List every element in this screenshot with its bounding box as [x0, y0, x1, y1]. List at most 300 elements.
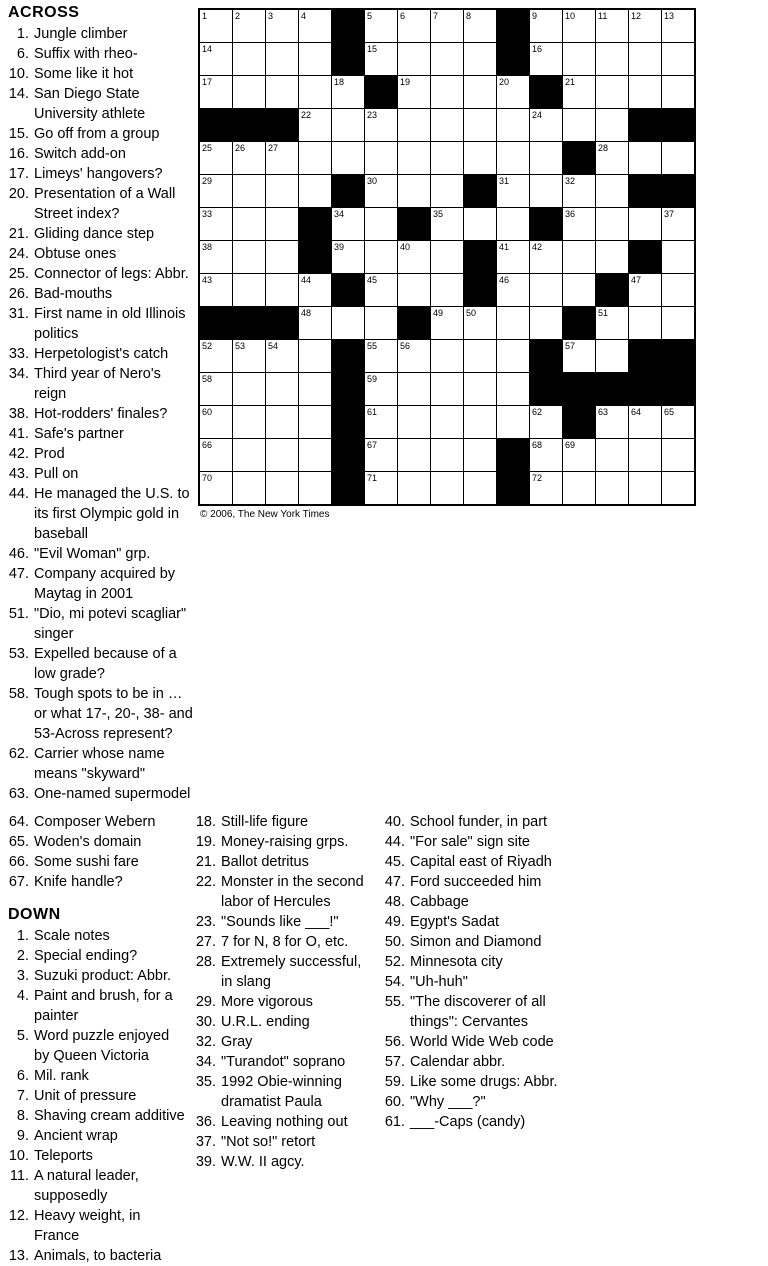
grid-cell[interactable]: [530, 307, 563, 340]
grid-cell[interactable]: [365, 9, 398, 43]
grid-cell[interactable]: [398, 340, 431, 373]
grid-cell[interactable]: [530, 274, 563, 307]
grid-cell[interactable]: [662, 241, 696, 274]
grid-cell[interactable]: [266, 175, 299, 208]
grid-cell[interactable]: [464, 208, 497, 241]
grid-cell[interactable]: [365, 175, 398, 208]
clue-item[interactable]: [8, 926, 187, 946]
clue-item[interactable]: [195, 1132, 376, 1152]
grid-cell[interactable]: [596, 142, 629, 175]
clue-item[interactable]: [8, 184, 196, 224]
clue-item[interactable]: [8, 872, 187, 892]
clue-text: Word puzzle enjoyed by Queen Victoria: [34, 1028, 170, 1064]
clue-text: Ancient wrap: [34, 1128, 118, 1144]
grid-cell[interactable]: [365, 439, 398, 472]
grid-cell[interactable]: [464, 43, 497, 76]
clue-item[interactable]: [8, 44, 196, 64]
clue-text: "Sounds like ___!": [221, 914, 339, 930]
grid-cell[interactable]: [299, 307, 332, 340]
grid-cell[interactable]: [199, 208, 233, 241]
clue-item[interactable]: [8, 164, 196, 184]
grid-cell[interactable]: [233, 142, 266, 175]
grid-cell[interactable]: [596, 208, 629, 241]
clue-item[interactable]: [8, 144, 196, 164]
grid-cell[interactable]: [266, 439, 299, 472]
grid-cell[interactable]: [497, 208, 530, 241]
grid-cell[interactable]: [299, 472, 332, 506]
clue-item[interactable]: [384, 1052, 565, 1072]
grid-cell[interactable]: [497, 142, 530, 175]
grid-cell[interactable]: [596, 76, 629, 109]
grid-cell[interactable]: [563, 9, 596, 43]
grid-cell[interactable]: [530, 9, 563, 43]
grid-block-cell: [464, 175, 497, 208]
clue-item[interactable]: [384, 892, 565, 912]
grid-cell[interactable]: [530, 472, 563, 506]
grid-cell[interactable]: [596, 406, 629, 439]
grid-cell[interactable]: [199, 340, 233, 373]
grid-cell[interactable]: [662, 439, 696, 472]
grid-cell[interactable]: [464, 109, 497, 142]
grid-block-cell: [662, 373, 696, 406]
grid-cell[interactable]: [398, 373, 431, 406]
clue-item[interactable]: [8, 966, 187, 986]
grid-cell[interactable]: [629, 43, 662, 76]
grid-cell[interactable]: [530, 241, 563, 274]
clue-item[interactable]: [8, 364, 196, 404]
across-heading: ACROSS: [8, 4, 80, 21]
grid-cell[interactable]: [398, 241, 431, 274]
grid-cell[interactable]: [233, 175, 266, 208]
grid-cell[interactable]: [497, 175, 530, 208]
grid-cell[interactable]: [563, 43, 596, 76]
grid-cell[interactable]: [266, 142, 299, 175]
grid-cell[interactable]: [563, 76, 596, 109]
grid-cell[interactable]: [299, 340, 332, 373]
clue-item[interactable]: [384, 932, 565, 952]
clue-text: Jungle climber: [34, 26, 128, 42]
clue-column-3: [384, 812, 573, 1266]
grid-cell[interactable]: [464, 472, 497, 506]
grid-cell[interactable]: [266, 340, 299, 373]
grid-cell[interactable]: [563, 241, 596, 274]
grid-cell[interactable]: [629, 274, 662, 307]
grid-cell[interactable]: [596, 439, 629, 472]
grid-cell[interactable]: [431, 109, 464, 142]
grid-cell[interactable]: [530, 43, 563, 76]
clue-item[interactable]: [195, 872, 376, 912]
clue-item[interactable]: [8, 244, 196, 264]
clue-item[interactable]: [8, 404, 196, 424]
clue-item[interactable]: [8, 852, 187, 872]
clue-item[interactable]: [8, 64, 196, 84]
grid-cell[interactable]: [431, 373, 464, 406]
clue-item[interactable]: [384, 1092, 565, 1112]
grid-cell[interactable]: [266, 241, 299, 274]
clue-item[interactable]: [384, 872, 565, 892]
grid-cell[interactable]: [464, 9, 497, 43]
grid-block-cell: [563, 307, 596, 340]
grid-cell[interactable]: [299, 439, 332, 472]
clue-item[interactable]: [195, 1112, 376, 1132]
grid-cell[interactable]: [266, 373, 299, 406]
grid-cell[interactable]: [629, 208, 662, 241]
grid-cell[interactable]: [563, 274, 596, 307]
grid-cell[interactable]: [266, 9, 299, 43]
grid-cell-number: 58: [202, 374, 213, 384]
grid-cell[interactable]: [530, 142, 563, 175]
grid-cell[interactable]: [398, 439, 431, 472]
grid-cell[interactable]: [563, 175, 596, 208]
grid-cell[interactable]: [497, 109, 530, 142]
clue-text: Ballot detritus: [221, 854, 309, 870]
grid-cell[interactable]: [464, 340, 497, 373]
grid-cell[interactable]: [464, 406, 497, 439]
grid-block-cell: [464, 274, 497, 307]
clue-number: 11.: [9, 1168, 29, 1184]
grid-block-cell: [332, 439, 365, 472]
clue-item[interactable]: [8, 1246, 187, 1266]
grid-cell[interactable]: [662, 9, 696, 43]
clue-item[interactable]: [8, 224, 196, 244]
grid-cell[interactable]: [199, 241, 233, 274]
clue-number: 60.: [384, 1094, 406, 1110]
clue-item[interactable]: [195, 1152, 376, 1172]
grid-cell[interactable]: [365, 340, 398, 373]
clue-item[interactable]: [195, 912, 376, 932]
grid-cell[interactable]: [233, 472, 266, 506]
grid-cell[interactable]: [199, 142, 233, 175]
grid-cell[interactable]: [266, 43, 299, 76]
clue-item[interactable]: [8, 1066, 187, 1086]
grid-cell[interactable]: [398, 406, 431, 439]
grid-cell[interactable]: [299, 109, 332, 142]
grid-cell[interactable]: [662, 406, 696, 439]
grid-cell[interactable]: [563, 472, 596, 506]
grid-cell[interactable]: [431, 208, 464, 241]
grid-cell[interactable]: [332, 109, 365, 142]
grid-cell[interactable]: [662, 142, 696, 175]
grid-cell[interactable]: [629, 142, 662, 175]
grid-cell[interactable]: [299, 76, 332, 109]
grid-cell[interactable]: [497, 241, 530, 274]
grid-cell[interactable]: [233, 340, 266, 373]
grid-cell[interactable]: [299, 9, 332, 43]
grid-cell[interactable]: [497, 307, 530, 340]
grid-cell[interactable]: [497, 406, 530, 439]
grid-cell[interactable]: [365, 307, 398, 340]
grid-cell[interactable]: [497, 274, 530, 307]
grid-cell-number: 1: [202, 11, 208, 21]
grid-cell[interactable]: [563, 109, 596, 142]
grid-cell[interactable]: [596, 43, 629, 76]
grid-cell[interactable]: [431, 142, 464, 175]
clue-item[interactable]: [384, 1112, 565, 1132]
clue-column-4: [573, 812, 762, 1266]
grid-cell[interactable]: [563, 208, 596, 241]
grid-cell-number: 3: [268, 11, 274, 21]
grid-block-cell: [530, 76, 563, 109]
grid-cell[interactable]: [299, 373, 332, 406]
clue-item[interactable]: [8, 284, 196, 304]
clue-item[interactable]: [8, 464, 196, 484]
grid-cell[interactable]: [299, 406, 332, 439]
grid-cell[interactable]: [266, 472, 299, 506]
grid-cell[interactable]: [530, 406, 563, 439]
grid-cell[interactable]: [365, 109, 398, 142]
clue-item[interactable]: [195, 1072, 376, 1112]
clue-item[interactable]: [8, 544, 196, 564]
grid-cell[interactable]: [596, 472, 629, 506]
clue-text: Herpetologist's catch: [34, 346, 169, 362]
clue-item[interactable]: [8, 344, 196, 364]
grid-cell[interactable]: [233, 439, 266, 472]
grid-cell[interactable]: [629, 406, 662, 439]
clue-number: 44.: [384, 834, 406, 850]
clue-item[interactable]: [384, 972, 565, 992]
clue-item[interactable]: [384, 912, 565, 932]
clue-item[interactable]: [8, 784, 196, 804]
clue-number: 47.: [8, 566, 29, 582]
grid-cell[interactable]: [431, 406, 464, 439]
clue-item[interactable]: [8, 444, 196, 464]
grid-cell[interactable]: [662, 43, 696, 76]
grid-cell[interactable]: [233, 241, 266, 274]
clue-item[interactable]: [8, 812, 187, 832]
grid-cell-number: 13: [664, 11, 675, 21]
clue-text: He managed the U.S. to its first Olympic gold in baseball: [34, 486, 190, 542]
grid-cell[interactable]: [431, 9, 464, 43]
clue-item[interactable]: [8, 124, 196, 144]
grid-cell[interactable]: [233, 274, 266, 307]
clue-item[interactable]: [195, 832, 376, 852]
grid-cell[interactable]: [365, 472, 398, 506]
grid-cell[interactable]: [199, 76, 233, 109]
grid-cell[interactable]: [398, 9, 431, 43]
grid-cell[interactable]: [299, 43, 332, 76]
clue-item[interactable]: [8, 1206, 187, 1246]
grid-cell[interactable]: [431, 43, 464, 76]
clue-item[interactable]: [195, 992, 376, 1012]
grid-cell[interactable]: [332, 142, 365, 175]
down-clue-list-continued-2: [195, 812, 376, 1172]
clue-item[interactable]: [8, 744, 196, 784]
grid-cell-number: 49: [433, 308, 444, 318]
grid-cell-number: 51: [598, 308, 609, 318]
clue-item[interactable]: [8, 24, 196, 44]
clue-item[interactable]: [195, 932, 376, 952]
clue-item[interactable]: [8, 424, 196, 444]
clue-item[interactable]: [8, 264, 196, 284]
clue-item[interactable]: [8, 1106, 187, 1126]
grid-cell[interactable]: [199, 9, 233, 43]
grid-cell[interactable]: [530, 109, 563, 142]
grid-cell[interactable]: [497, 373, 530, 406]
grid-cell[interactable]: [431, 274, 464, 307]
grid-block-cell: [629, 241, 662, 274]
grid-cell[interactable]: [365, 142, 398, 175]
grid-cell[interactable]: [266, 274, 299, 307]
grid-cell[interactable]: [629, 307, 662, 340]
grid-block-cell: [266, 109, 299, 142]
clue-item[interactable]: [8, 644, 196, 684]
clue-item[interactable]: [195, 812, 376, 832]
grid-cell[interactable]: [332, 76, 365, 109]
grid-cell[interactable]: [431, 340, 464, 373]
clue-item[interactable]: [8, 1146, 187, 1166]
grid-cell[interactable]: [398, 142, 431, 175]
grid-cell[interactable]: [233, 9, 266, 43]
grid-cell[interactable]: [199, 274, 233, 307]
grid-cell[interactable]: [431, 241, 464, 274]
grid-cell[interactable]: [662, 472, 696, 506]
grid-cell[interactable]: [464, 373, 497, 406]
clue-number: 8.: [16, 1108, 29, 1124]
clue-item[interactable]: [8, 484, 196, 544]
grid-cell[interactable]: [332, 241, 365, 274]
grid-cell[interactable]: [431, 175, 464, 208]
grid-cell[interactable]: [299, 175, 332, 208]
grid-cell[interactable]: [530, 439, 563, 472]
grid-cell[interactable]: [497, 340, 530, 373]
clue-item[interactable]: [8, 946, 187, 966]
clue-text: Composer Webern: [34, 814, 156, 830]
grid-cell[interactable]: [662, 307, 696, 340]
grid-cell[interactable]: [662, 76, 696, 109]
clue-item[interactable]: [384, 812, 565, 832]
grid-cell[interactable]: [398, 109, 431, 142]
clue-number: 49.: [384, 914, 406, 930]
grid-cell[interactable]: [233, 208, 266, 241]
grid-cell[interactable]: [365, 43, 398, 76]
clue-item[interactable]: [8, 604, 196, 644]
grid-cell[interactable]: [497, 76, 530, 109]
grid-cell[interactable]: [199, 472, 233, 506]
grid-cell[interactable]: [596, 340, 629, 373]
grid-cell[interactable]: [365, 241, 398, 274]
grid-cell[interactable]: [199, 43, 233, 76]
grid-cell[interactable]: [596, 109, 629, 142]
clue-number: 27.: [195, 934, 217, 950]
grid-cell[interactable]: [563, 340, 596, 373]
grid-cell[interactable]: [233, 43, 266, 76]
grid-cell[interactable]: [431, 472, 464, 506]
grid-cell[interactable]: [431, 439, 464, 472]
grid-row: [199, 208, 695, 241]
grid-cell[interactable]: [365, 208, 398, 241]
grid-cell[interactable]: [629, 472, 662, 506]
grid-cell[interactable]: [299, 142, 332, 175]
grid-cell[interactable]: [233, 406, 266, 439]
grid-cell[interactable]: [398, 175, 431, 208]
grid-cell[interactable]: [398, 472, 431, 506]
grid-cell[interactable]: [365, 373, 398, 406]
grid-cell-number: 32: [565, 176, 576, 186]
grid-cell[interactable]: [332, 307, 365, 340]
clue-item[interactable]: [195, 1012, 376, 1032]
grid-cell[interactable]: [464, 439, 497, 472]
grid-cell[interactable]: [596, 307, 629, 340]
grid-cell[interactable]: [629, 76, 662, 109]
grid-cell-number: 30: [367, 176, 378, 186]
grid-cell[interactable]: [266, 76, 299, 109]
grid-cell[interactable]: [299, 274, 332, 307]
grid-cell[interactable]: [199, 439, 233, 472]
grid-cell[interactable]: [365, 406, 398, 439]
clue-item[interactable]: [8, 84, 196, 124]
grid-cell[interactable]: [398, 76, 431, 109]
grid-cell[interactable]: [596, 175, 629, 208]
clue-item[interactable]: [384, 1032, 565, 1052]
clue-item[interactable]: [384, 852, 565, 872]
grid-cell[interactable]: [365, 274, 398, 307]
clue-item[interactable]: [8, 684, 196, 744]
clue-item[interactable]: [8, 986, 187, 1026]
crossword-grid[interactable]: [198, 8, 696, 506]
grid-cell[interactable]: [431, 76, 464, 109]
clue-number: 59.: [384, 1074, 406, 1090]
grid-cell[interactable]: [398, 43, 431, 76]
grid-cell[interactable]: [662, 274, 696, 307]
grid-cell[interactable]: [332, 208, 365, 241]
grid-cell[interactable]: [530, 175, 563, 208]
grid-cell[interactable]: [563, 439, 596, 472]
clue-item[interactable]: [384, 992, 565, 1032]
clue-item[interactable]: [384, 832, 565, 852]
grid-cell-number: 46: [499, 275, 510, 285]
grid-cell[interactable]: [596, 241, 629, 274]
grid-cell[interactable]: [233, 76, 266, 109]
grid-cell[interactable]: [199, 373, 233, 406]
grid-cell[interactable]: [266, 406, 299, 439]
clue-item[interactable]: [8, 564, 196, 604]
clue-item[interactable]: [8, 304, 196, 344]
clue-item[interactable]: [195, 1032, 376, 1052]
grid-cell[interactable]: [233, 373, 266, 406]
grid-block-cell: [365, 76, 398, 109]
grid-cell[interactable]: [464, 307, 497, 340]
grid-cell-number: 16: [532, 44, 543, 54]
clue-item[interactable]: [384, 1072, 565, 1092]
grid-cell[interactable]: [629, 439, 662, 472]
grid-cell-number: 70: [202, 473, 213, 483]
clue-item[interactable]: [195, 952, 376, 992]
clue-text: ___-Caps (candy): [410, 1114, 526, 1130]
grid-cell[interactable]: [266, 208, 299, 241]
grid-cell-number: 21: [565, 77, 576, 87]
grid-cell[interactable]: [596, 9, 629, 43]
clue-number: 19.: [195, 834, 217, 850]
grid-cell[interactable]: [629, 9, 662, 43]
clue-item[interactable]: [8, 832, 187, 852]
clue-item[interactable]: [8, 1166, 187, 1206]
clue-item[interactable]: [384, 952, 565, 972]
grid-cell[interactable]: [398, 274, 431, 307]
grid-cell[interactable]: [464, 76, 497, 109]
grid-block-cell: [332, 472, 365, 506]
clue-item[interactable]: [195, 1052, 376, 1072]
grid-cell[interactable]: [464, 142, 497, 175]
grid-cell[interactable]: [199, 406, 233, 439]
clue-item[interactable]: [8, 1086, 187, 1106]
grid-cell-number: 53: [235, 341, 246, 351]
clue-item[interactable]: [8, 1126, 187, 1146]
grid-cell[interactable]: [199, 175, 233, 208]
grid-cell[interactable]: [662, 208, 696, 241]
clue-item[interactable]: [8, 1026, 187, 1066]
clue-item[interactable]: [195, 852, 376, 872]
grid-cell[interactable]: [431, 307, 464, 340]
